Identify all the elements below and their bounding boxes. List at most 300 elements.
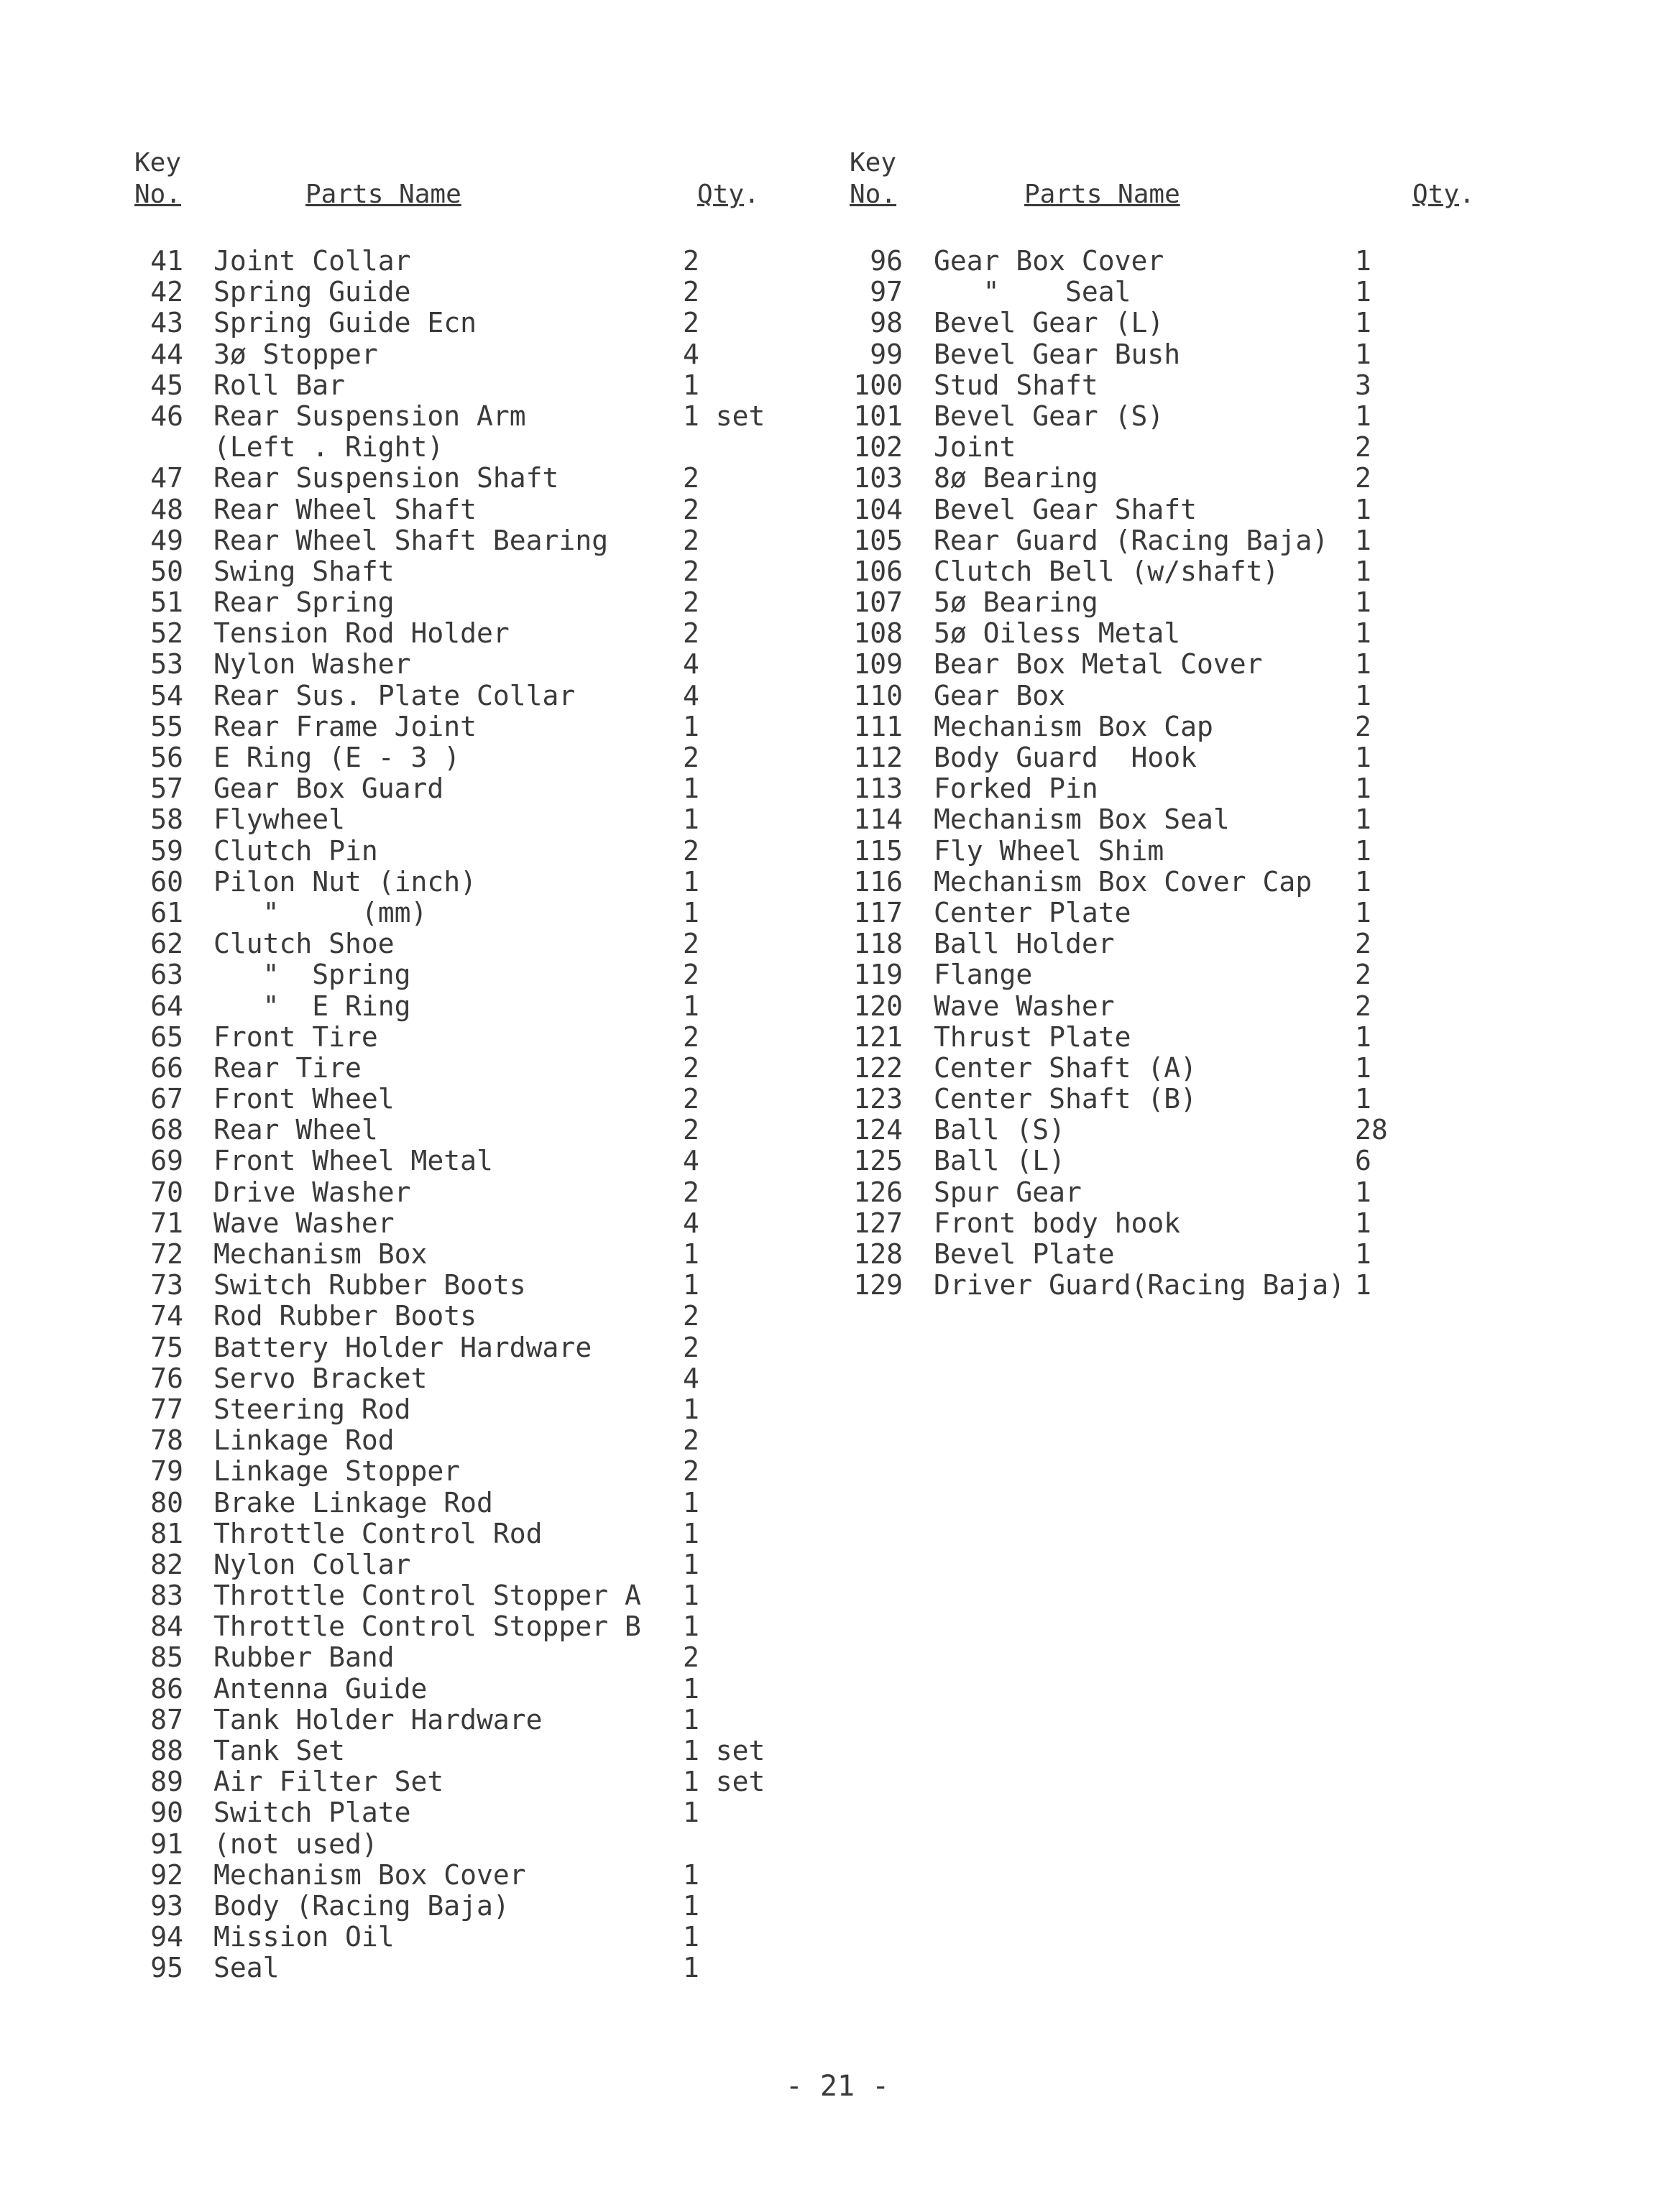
key-number: 124 xyxy=(853,1114,903,1146)
part-qty: 1 xyxy=(1355,1051,1371,1084)
part-name: Front body hook xyxy=(934,1207,1181,1239)
part-qty: 1 xyxy=(683,1269,699,1301)
parts-row xyxy=(133,494,852,525)
key-number: 49 xyxy=(150,524,183,556)
part-name: Clutch Shoe xyxy=(213,928,395,960)
parts-row xyxy=(848,1270,1567,1301)
part-qty: 1 xyxy=(1355,307,1371,339)
part-qty: 1 xyxy=(683,1548,699,1580)
part-qty: 28 xyxy=(1355,1114,1388,1146)
parts-row xyxy=(848,463,1567,494)
page-number: - 21 - xyxy=(785,2070,890,2103)
part-name: Gear Box xyxy=(934,679,1066,711)
part-name: (Left . Right) xyxy=(213,431,444,464)
key-number: 70 xyxy=(150,1176,183,1208)
key-number: 99 xyxy=(870,338,903,370)
part-name: Bevel Gear (S) xyxy=(934,400,1164,432)
key-number: 48 xyxy=(150,493,183,525)
part-name: Clutch Pin xyxy=(213,834,378,867)
key-number: 125 xyxy=(853,1145,903,1177)
part-qty: 1 xyxy=(683,1393,699,1425)
qty-label: Qty xyxy=(697,180,745,209)
part-name: Tank Holder Hardware xyxy=(213,1703,543,1736)
part-name: Nylon Washer xyxy=(213,648,411,681)
parts-row xyxy=(133,1146,852,1176)
part-qty: 1 xyxy=(1355,1207,1371,1239)
parts-row xyxy=(848,928,1567,959)
key-number: 43 xyxy=(150,307,183,339)
key-number: 119 xyxy=(853,959,903,991)
part-name: Servo Bracket xyxy=(213,1362,428,1394)
parts-row xyxy=(133,308,852,338)
parts-column-right xyxy=(848,147,1567,1301)
part-qty: 1 xyxy=(683,990,699,1022)
parts-row xyxy=(133,1829,852,1860)
part-name: " Seal xyxy=(934,276,1131,308)
column-header-left xyxy=(133,147,852,219)
qty-dot: . xyxy=(744,180,760,209)
key-number: 89 xyxy=(150,1766,183,1798)
part-qty: 1 xyxy=(1355,586,1371,619)
part-name: Air Filter Set xyxy=(213,1766,444,1798)
key-number: 97 xyxy=(870,276,903,308)
key-number: 122 xyxy=(853,1051,903,1084)
key-label: Key xyxy=(850,148,897,178)
part-qty: 1 xyxy=(683,865,699,898)
part-qty: 1 xyxy=(683,1486,699,1519)
parts-row xyxy=(848,1053,1567,1084)
part-name: Stud Shaft xyxy=(934,369,1098,401)
parts-row xyxy=(848,1239,1567,1270)
part-qty: 4 xyxy=(683,648,699,681)
part-qty: 1 xyxy=(1355,555,1371,587)
part-qty: 1 set xyxy=(683,400,765,432)
parts-row xyxy=(133,867,852,898)
part-name: Driver Guard(Racing Baja) xyxy=(934,1269,1345,1301)
parts-row xyxy=(133,1270,852,1301)
part-qty: 1 xyxy=(1355,896,1371,928)
part-qty: 2 xyxy=(683,1455,699,1488)
key-number: 76 xyxy=(150,1362,183,1394)
part-name: Front Tire xyxy=(213,1020,378,1053)
part-qty: 2 xyxy=(683,928,699,960)
key-number: 51 xyxy=(150,586,183,619)
part-qty: 4 xyxy=(683,679,699,711)
parts-row xyxy=(133,1394,852,1425)
parts-row xyxy=(848,1115,1567,1146)
part-qty: 2 xyxy=(683,1176,699,1208)
parts-row xyxy=(848,1146,1567,1176)
parts-row xyxy=(133,1549,852,1580)
part-name: Rubber Band xyxy=(213,1641,395,1674)
key-number: 83 xyxy=(150,1580,183,1612)
parts-row xyxy=(133,432,852,463)
part-qty: 4 xyxy=(683,1207,699,1239)
part-qty: 1 xyxy=(683,1610,699,1643)
part-name: Ball (S) xyxy=(934,1114,1066,1146)
part-name: Tank Set xyxy=(213,1735,346,1766)
part-qty: 1 xyxy=(1355,1083,1371,1115)
part-qty: 2 xyxy=(683,245,699,277)
key-number: 111 xyxy=(853,710,903,742)
parts-row xyxy=(133,1891,852,1922)
part-name: Drive Washer xyxy=(213,1176,411,1208)
parts-row xyxy=(848,587,1567,618)
parts-row xyxy=(133,649,852,680)
key-number: 116 xyxy=(853,865,903,898)
part-qty: 2 xyxy=(1355,959,1371,991)
key-number: 77 xyxy=(150,1393,183,1425)
parts-row xyxy=(133,1519,852,1549)
key-label: Key xyxy=(134,148,182,178)
key-number: 54 xyxy=(150,679,183,711)
parts-row xyxy=(848,277,1567,308)
part-name: Bevel Gear Shaft xyxy=(934,493,1197,525)
key-number: 58 xyxy=(150,803,183,836)
parts-row xyxy=(133,1611,852,1642)
key-number: 121 xyxy=(853,1020,903,1053)
parts-row xyxy=(848,494,1567,525)
parts-row xyxy=(848,867,1567,898)
key-number: 73 xyxy=(150,1269,183,1301)
part-name: Linkage Stopper xyxy=(213,1455,461,1488)
part-qty: 2 xyxy=(683,524,699,556)
parts-row xyxy=(133,711,852,742)
key-number: 71 xyxy=(150,1207,183,1239)
part-name: Rear Wheel Shaft Bearing xyxy=(213,524,609,556)
part-qty: 1 xyxy=(1355,679,1371,711)
part-name: Thrust Plate xyxy=(934,1020,1131,1053)
key-number: 78 xyxy=(150,1424,183,1457)
part-name: Seal xyxy=(213,1952,280,1984)
part-qty: 1 xyxy=(683,1580,699,1612)
part-name: Rear Tire xyxy=(213,1051,362,1084)
part-qty: 4 xyxy=(683,1145,699,1177)
parts-row xyxy=(133,1115,852,1146)
qty-header xyxy=(697,179,760,211)
part-name: Rod Rubber Boots xyxy=(213,1300,477,1332)
key-number: 110 xyxy=(853,679,903,711)
part-qty: 1 xyxy=(1355,338,1371,370)
key-number: 84 xyxy=(150,1610,183,1643)
key-number: 45 xyxy=(150,369,183,401)
part-name: (not used) xyxy=(213,1828,378,1860)
part-name: Spring Guide xyxy=(213,276,411,308)
part-qty: 1 xyxy=(1355,524,1371,556)
column-header-right xyxy=(848,147,1567,219)
part-name: Bevel Gear (L) xyxy=(934,307,1164,339)
parts-row xyxy=(133,277,852,308)
parts-row xyxy=(133,898,852,928)
key-number: 66 xyxy=(150,1051,183,1084)
parts-row xyxy=(848,401,1567,432)
parts-row xyxy=(133,1239,852,1270)
parts-row xyxy=(848,618,1567,649)
key-number: 75 xyxy=(150,1331,183,1363)
part-name: Mechanism Box Cap xyxy=(934,710,1213,742)
part-name: Rear Sus. Plate Collar xyxy=(213,679,576,711)
part-name: Throttle Control Rod xyxy=(213,1517,543,1549)
key-number: 56 xyxy=(150,742,183,773)
part-name: Steering Rod xyxy=(213,1393,411,1425)
key-number: 91 xyxy=(150,1828,183,1860)
part-qty: 1 xyxy=(683,1238,699,1270)
part-qty: 2 xyxy=(683,555,699,587)
parts-row xyxy=(133,1363,852,1394)
parts-row xyxy=(133,370,852,401)
part-name: Bevel Plate xyxy=(934,1238,1115,1270)
part-qty: 1 xyxy=(1355,803,1371,836)
parts-row xyxy=(133,959,852,990)
part-qty: 1 xyxy=(1355,1176,1371,1208)
parts-row xyxy=(133,836,852,867)
part-qty: 2 xyxy=(683,276,699,308)
qty-label: Qty xyxy=(1412,180,1460,209)
parts-row xyxy=(848,246,1567,277)
parts-row xyxy=(133,773,852,804)
part-qty: 1 xyxy=(1355,1269,1371,1301)
qty-dot: . xyxy=(1459,180,1475,209)
key-number: 79 xyxy=(150,1455,183,1488)
part-name: Linkage Rod xyxy=(213,1424,395,1457)
part-name: Wave Washer xyxy=(213,1207,395,1239)
key-number: 108 xyxy=(853,617,903,650)
part-qty: 1 xyxy=(1355,400,1371,432)
key-number: 113 xyxy=(853,773,903,805)
key-number: 105 xyxy=(853,524,903,556)
key-number: 47 xyxy=(150,462,183,494)
part-qty: 2 xyxy=(1355,710,1371,742)
key-number: 126 xyxy=(853,1176,903,1208)
part-name: Spring Guide Ecn xyxy=(213,307,477,339)
part-name: Mechanism Box Cover Cap xyxy=(934,865,1312,898)
part-qty: 2 xyxy=(683,1020,699,1053)
part-qty: 1 xyxy=(1355,742,1371,773)
parts-column-left xyxy=(133,147,852,1984)
parts-row xyxy=(848,649,1567,680)
part-name: Front Wheel xyxy=(213,1083,395,1115)
key-number: 64 xyxy=(150,990,183,1022)
parts-row xyxy=(133,1580,852,1611)
part-name: Mechanism Box xyxy=(213,1238,428,1270)
part-name: Roll Bar xyxy=(213,369,346,401)
parts-name-header: Parts Name xyxy=(305,180,461,209)
parts-row xyxy=(133,587,852,618)
part-qty: 1 xyxy=(683,1921,699,1953)
key-number: 74 xyxy=(150,1300,183,1332)
parts-row xyxy=(133,1642,852,1673)
part-name: Mission Oil xyxy=(213,1921,395,1953)
key-number: 117 xyxy=(853,896,903,928)
part-name: 5ø Oiless Metal xyxy=(934,617,1181,650)
part-qty: 2 xyxy=(683,307,699,339)
part-name: 8ø Bearing xyxy=(934,462,1098,494)
part-name: 3ø Stopper xyxy=(213,338,378,370)
key-number: 50 xyxy=(150,555,183,587)
part-name: Bear Box Metal Cover xyxy=(934,648,1263,681)
parts-row xyxy=(133,928,852,959)
parts-row xyxy=(133,1860,852,1891)
key-number: 68 xyxy=(150,1114,183,1146)
key-number: 93 xyxy=(150,1889,183,1922)
part-qty: 1 xyxy=(1355,276,1371,308)
parts-row xyxy=(848,711,1567,742)
parts-row xyxy=(133,804,852,835)
parts-row xyxy=(848,773,1567,804)
part-qty: 2 xyxy=(683,1641,699,1674)
part-qty: 2 xyxy=(683,834,699,867)
part-qty: 3 xyxy=(1355,369,1371,401)
key-number: 55 xyxy=(150,710,183,742)
parts-list-left xyxy=(133,246,852,1984)
part-qty: 1 xyxy=(683,710,699,742)
key-number: 65 xyxy=(150,1020,183,1053)
key-number: 102 xyxy=(853,431,903,464)
part-qty: 1 xyxy=(683,896,699,928)
parts-row xyxy=(133,1208,852,1239)
part-name: " (mm) xyxy=(213,896,428,928)
key-number: 41 xyxy=(150,245,183,277)
part-name: Joint xyxy=(934,431,1016,464)
part-qty: 1 set xyxy=(683,1766,765,1798)
key-number: 109 xyxy=(853,648,903,681)
part-qty: 2 xyxy=(683,462,699,494)
part-name: Ball (L) xyxy=(934,1145,1066,1177)
key-number: 90 xyxy=(150,1797,183,1829)
part-qty: 2 xyxy=(683,1083,699,1115)
key-number: 69 xyxy=(150,1145,183,1177)
key-number: 72 xyxy=(150,1238,183,1270)
part-name: Rear Spring xyxy=(213,586,395,619)
key-number: 59 xyxy=(150,834,183,867)
parts-row xyxy=(133,525,852,556)
part-name: Bevel Gear Bush xyxy=(934,338,1181,370)
key-number: 87 xyxy=(150,1703,183,1736)
part-name: Ball Holder xyxy=(934,928,1115,960)
part-name: Rear Suspension Arm xyxy=(213,400,526,432)
part-name: Fly Wheel Shim xyxy=(934,834,1164,867)
parts-row xyxy=(133,1922,852,1953)
part-qty: 2 xyxy=(683,1331,699,1363)
part-qty: 1 xyxy=(1355,493,1371,525)
parts-row xyxy=(133,742,852,773)
parts-row xyxy=(848,432,1567,463)
key-number: 85 xyxy=(150,1641,183,1674)
parts-row xyxy=(848,556,1567,587)
part-name: Switch Rubber Boots xyxy=(213,1269,526,1301)
part-name: " E Ring xyxy=(213,990,411,1022)
part-name: Pilon Nut (inch) xyxy=(213,865,477,898)
parts-row xyxy=(133,1022,852,1053)
key-number: 95 xyxy=(150,1952,183,1984)
key-no-header xyxy=(134,147,199,211)
part-qty: 1 xyxy=(1355,1020,1371,1053)
part-name: 5ø Bearing xyxy=(934,586,1098,619)
parts-row xyxy=(133,1488,852,1519)
key-number: 42 xyxy=(150,276,183,308)
parts-row xyxy=(133,618,852,649)
key-number: 82 xyxy=(150,1548,183,1580)
part-name: Center Shaft (B) xyxy=(934,1083,1197,1115)
part-qty: 1 xyxy=(683,1517,699,1549)
key-number: 96 xyxy=(870,245,903,277)
key-number: 123 xyxy=(853,1083,903,1115)
parts-row xyxy=(133,246,852,277)
key-number: 53 xyxy=(150,648,183,681)
part-qty: 2 xyxy=(1355,431,1371,464)
parts-row xyxy=(133,1425,852,1456)
parts-list-right xyxy=(848,246,1567,1301)
key-number: 94 xyxy=(150,1921,183,1953)
key-number: 60 xyxy=(150,865,183,898)
part-name: E Ring (E - 3 ) xyxy=(213,742,461,773)
parts-row xyxy=(133,1705,852,1736)
part-name: Mechanism Box Cover xyxy=(213,1858,526,1891)
key-number: 57 xyxy=(150,773,183,805)
part-qty: 1 xyxy=(683,1858,699,1891)
part-qty: 2 xyxy=(683,617,699,650)
key-number: 106 xyxy=(853,555,903,587)
key-number: 86 xyxy=(150,1672,183,1705)
key-number: 128 xyxy=(853,1238,903,1270)
part-name: Mechanism Box Seal xyxy=(934,803,1230,836)
part-name: Front Wheel Metal xyxy=(213,1145,493,1177)
parts-row xyxy=(133,1332,852,1363)
part-name: Swing Shaft xyxy=(213,555,395,587)
parts-row xyxy=(848,525,1567,556)
key-number: 67 xyxy=(150,1083,183,1115)
parts-row xyxy=(848,898,1567,928)
key-number: 44 xyxy=(150,338,183,370)
part-qty: 2 xyxy=(683,493,699,525)
part-name: Battery Holder Hardware xyxy=(213,1331,592,1363)
key-number: 115 xyxy=(853,834,903,867)
parts-row xyxy=(133,991,852,1022)
key-number: 81 xyxy=(150,1517,183,1549)
key-number: 98 xyxy=(870,307,903,339)
part-qty: 1 xyxy=(683,1672,699,1705)
part-name: Gear Box Guard xyxy=(213,773,444,805)
key-number: 62 xyxy=(150,928,183,960)
part-name: " Spring xyxy=(213,959,411,991)
part-name: Body Guard Hook xyxy=(934,742,1197,773)
key-number: 127 xyxy=(853,1207,903,1239)
key-number: 61 xyxy=(150,896,183,928)
parts-row xyxy=(848,681,1567,711)
part-name: Spur Gear xyxy=(934,1176,1082,1208)
key-number: 100 xyxy=(853,369,903,401)
part-name: Nylon Collar xyxy=(213,1548,411,1580)
key-number: 46 xyxy=(150,400,183,432)
parts-row xyxy=(133,1053,852,1084)
part-name: Brake Linkage Rod xyxy=(213,1486,493,1519)
key-number: 92 xyxy=(150,1858,183,1891)
part-name: Throttle Control Stopper B xyxy=(213,1610,641,1643)
part-qty: 2 xyxy=(683,1051,699,1084)
parts-row xyxy=(133,1177,852,1208)
parts-row xyxy=(133,1301,852,1332)
part-qty: 1 xyxy=(683,803,699,836)
parts-row xyxy=(848,1022,1567,1053)
part-qty: 1 xyxy=(1355,245,1371,277)
no-label: No. xyxy=(134,180,182,209)
part-name: Forked Pin xyxy=(934,773,1098,805)
parts-row xyxy=(848,339,1567,370)
part-qty: 1 xyxy=(1355,865,1371,898)
parts-row xyxy=(133,1674,852,1705)
key-number: 103 xyxy=(853,462,903,494)
part-qty: 2 xyxy=(683,1114,699,1146)
